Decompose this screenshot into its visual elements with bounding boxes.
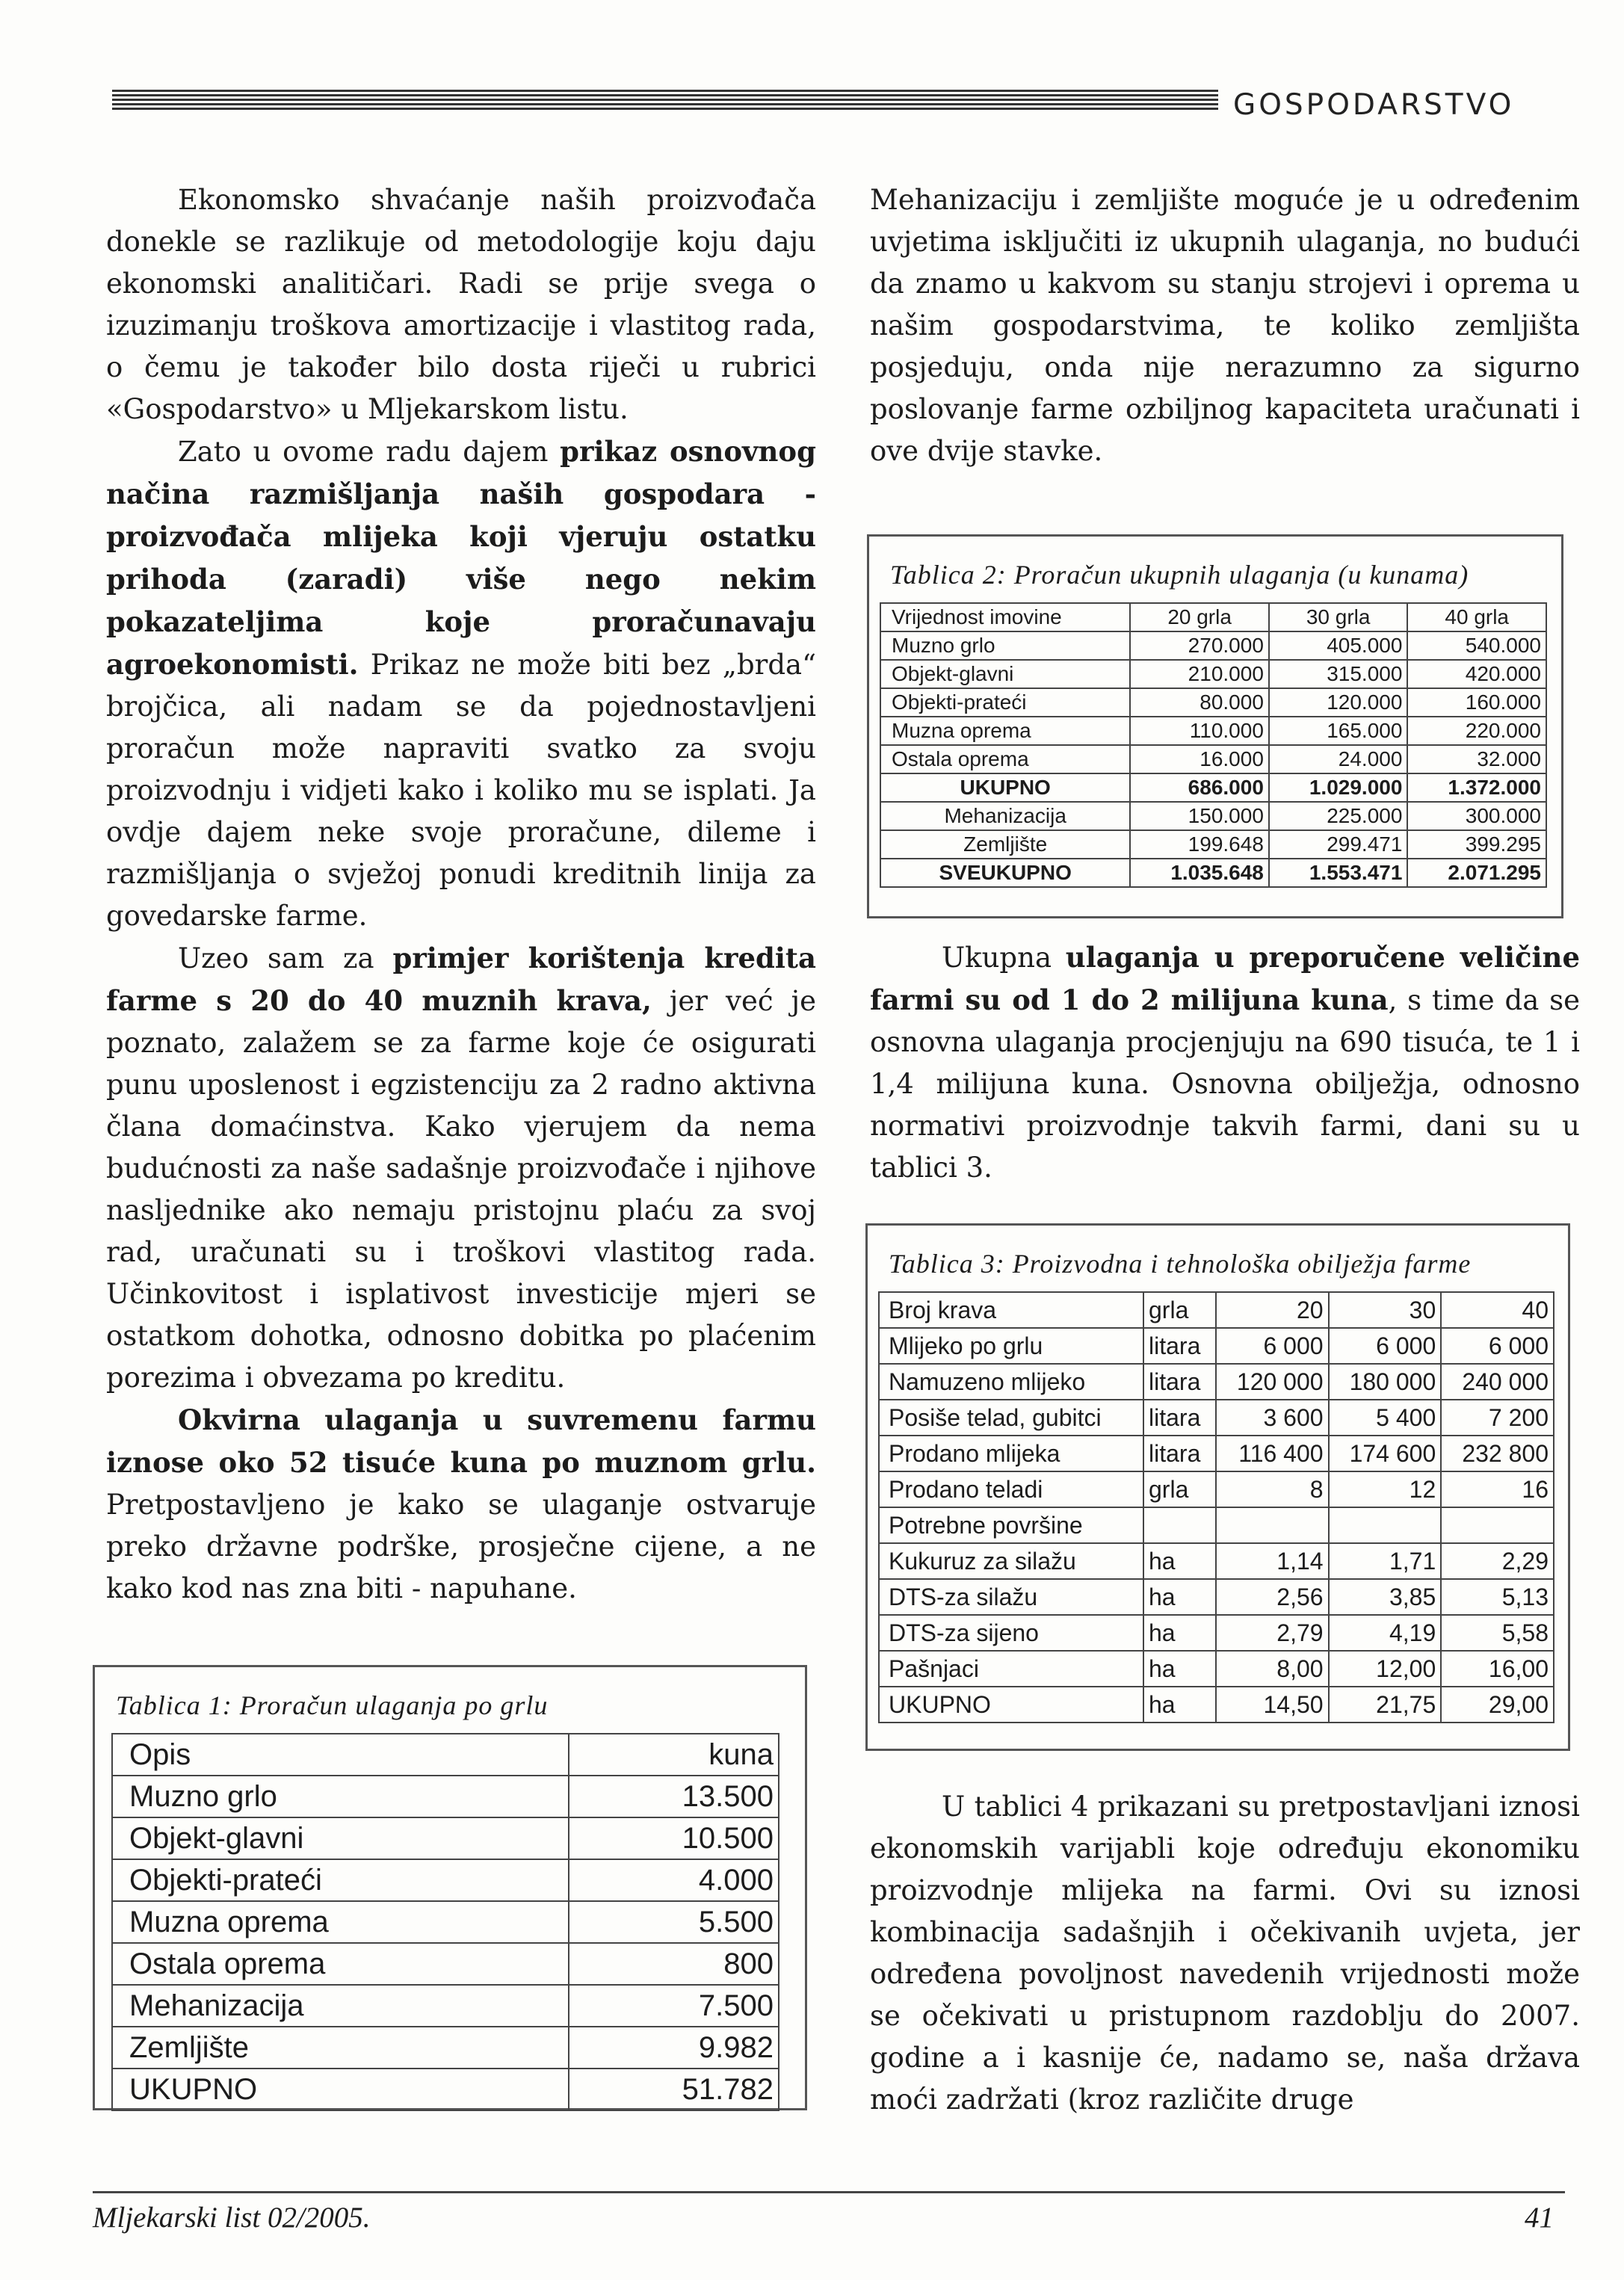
table-cell: grla — [1143, 1471, 1216, 1507]
section-title: GOSPODARSTVO — [1233, 88, 1515, 122]
table-cell: 120 000 — [1216, 1364, 1329, 1400]
table-header-row — [880, 603, 1546, 631]
table-cell: 16,00 — [1441, 1651, 1554, 1687]
table-row — [112, 1985, 779, 2027]
table-cell: ha — [1143, 1615, 1216, 1651]
table-row — [879, 1651, 1554, 1687]
table-3-caption: Tablica 3: Proizvodna i tehnološka obilježja farme — [889, 1249, 1472, 1279]
footer-rule — [93, 2191, 1565, 2193]
table-cell: 2,56 — [1216, 1579, 1329, 1615]
table-cell: 8,00 — [1216, 1651, 1329, 1687]
table-cell: 1.029.000 — [1269, 773, 1408, 802]
table-row — [112, 1943, 779, 1985]
table-cell: Prodano teladi — [879, 1471, 1143, 1507]
table-cell: Mehanizacija — [880, 802, 1130, 830]
table-cell: ha — [1143, 1579, 1216, 1615]
right-column-bottom — [870, 1786, 1580, 2121]
right-column-mid — [870, 936, 1580, 1189]
table-total-row — [112, 2069, 779, 2110]
table-cell: 116 400 — [1216, 1436, 1329, 1471]
table-row — [880, 660, 1546, 688]
table-cell: 7 200 — [1441, 1400, 1554, 1436]
table-cell: 1.372.000 — [1407, 773, 1546, 802]
table-cell: 232 800 — [1441, 1436, 1554, 1471]
table-cell: Muzno grlo — [112, 1776, 569, 1817]
table-cell: 399.295 — [1407, 830, 1546, 859]
table-cell: Posiše telad, gubitci — [879, 1400, 1143, 1436]
table-row — [112, 1859, 779, 1901]
table-cell: Zemljište — [112, 2027, 569, 2069]
table-cell: 315.000 — [1269, 660, 1408, 688]
table-cell: 160.000 — [1407, 688, 1546, 717]
table-cell: 540.000 — [1407, 631, 1546, 660]
table-cell: Objekt-glavni — [880, 660, 1130, 688]
table-cell: UKUPNO — [879, 1687, 1143, 1723]
table-row — [112, 1776, 779, 1817]
table-cell: 4.000 — [569, 1859, 779, 1901]
table-header-row — [112, 1734, 779, 1776]
table-cell: 3 600 — [1216, 1400, 1329, 1436]
table-cell: 4,19 — [1329, 1615, 1442, 1651]
table-cell: 20 grla — [1130, 603, 1269, 631]
table-cell: 5 400 — [1329, 1400, 1442, 1436]
table-cell: 240 000 — [1441, 1364, 1554, 1400]
table-subheader-row — [879, 1507, 1554, 1543]
table-1-box — [93, 1665, 807, 2110]
table-cell: Ostala oprema — [880, 745, 1130, 773]
table-cell: ha — [1143, 1543, 1216, 1579]
table-cell — [1329, 1507, 1442, 1543]
table-row — [880, 631, 1546, 660]
table-row — [879, 1471, 1554, 1507]
table-cell: 174 600 — [1329, 1436, 1442, 1471]
table-3 — [878, 1291, 1554, 1723]
table-row — [880, 830, 1546, 859]
table-row — [879, 1436, 1554, 1471]
table-cell: Pašnjaci — [879, 1651, 1143, 1687]
table-cell: Ostala oprema — [112, 1943, 569, 1985]
table-cell: 1.553.471 — [1269, 859, 1408, 887]
table-cell: 13.500 — [569, 1776, 779, 1817]
table-cell: Objekti-prateći — [112, 1859, 569, 1901]
table-cell: litara — [1143, 1364, 1216, 1400]
header-rule — [112, 90, 1218, 112]
table-grand-total-row — [880, 859, 1546, 887]
table-row — [879, 1615, 1554, 1651]
table-cell: ha — [1143, 1687, 1216, 1723]
journal-name: Mljekarski list 02/2005. — [93, 2202, 371, 2234]
table-cell: Namuzeno mlijeko — [879, 1364, 1143, 1400]
table-cell: 16.000 — [1130, 745, 1269, 773]
paragraph: Ukupna ulaganja u preporučene veličine farmi su od 1 do 2 milijuna kuna, s time da se osnovna ulaganja procjenjuju na 690 tisuća, te 1 i 1,4 milijuna kuna. Osnovna obilježja, odnosno normativi proizvodnje takvih farmi, dani su u tablici 3. — [870, 941, 1580, 1184]
table-cell: SVEUKUPNO — [880, 859, 1130, 887]
table-cell: 120.000 — [1269, 688, 1408, 717]
table-cell — [1441, 1507, 1554, 1543]
table-total-row — [879, 1687, 1554, 1723]
table-cell: Muzna oprema — [880, 717, 1130, 745]
right-column-top — [870, 179, 1580, 472]
left-column — [106, 179, 816, 1610]
table-cell: Muzna oprema — [112, 1901, 569, 1943]
table-cell: 225.000 — [1269, 802, 1408, 830]
table-cell: DTS-za silažu — [879, 1579, 1143, 1615]
table-cell: 165.000 — [1269, 717, 1408, 745]
paragraph: Okvirna ulaganja u suvremenu farmu iznose oko 52 tisuće kuna po muznom grlu. Pretpostavljeno je kako se ulaganje ostvaruje preko državne podrške, prosječne cijene, a ne kako kod nas zna biti - napuhane. — [106, 1403, 816, 1604]
table-cell: 405.000 — [1269, 631, 1408, 660]
table-cell: Muzno grlo — [880, 631, 1130, 660]
table-cell: litara — [1143, 1328, 1216, 1364]
table-cell: 12,00 — [1329, 1651, 1442, 1687]
table-cell: 180 000 — [1329, 1364, 1442, 1400]
table-cell: Mlijeko po grlu — [879, 1328, 1143, 1364]
table-row — [112, 2027, 779, 2069]
table-cell: 10.500 — [569, 1817, 779, 1859]
table-cell: 21,75 — [1329, 1687, 1442, 1723]
table-cell: 1.035.648 — [1130, 859, 1269, 887]
table-cell: 2,79 — [1216, 1615, 1329, 1651]
table-cell: 270.000 — [1130, 631, 1269, 660]
table-2 — [880, 602, 1547, 888]
table-cell: 210.000 — [1130, 660, 1269, 688]
paragraph: Ekonomsko shvaćanje naših proizvođača donekle se razlikuje od metodologije koju daju ekonomski analitičari. Radi se prije svega o izuzimanju troškova amortizacije i vlastitog rada, o čemu je također bilo dosta riječi u rubrici «Gospodarstvo» u Mljekarskom listu. — [106, 184, 816, 425]
table-row — [880, 745, 1546, 773]
table-cell: UKUPNO — [880, 773, 1130, 802]
page-number: 41 — [1525, 2202, 1554, 2234]
table-cell: 1,71 — [1329, 1543, 1442, 1579]
table-total-row — [880, 773, 1546, 802]
table-cell: UKUPNO — [112, 2069, 569, 2110]
table-row — [879, 1364, 1554, 1400]
table-cell: 40 grla — [1407, 603, 1546, 631]
table-row — [879, 1292, 1554, 1328]
table-cell: 30 — [1329, 1292, 1442, 1328]
table-cell: DTS-za sijeno — [879, 1615, 1143, 1651]
table-cell: 12 — [1329, 1471, 1442, 1507]
table-cell: Mehanizacija — [112, 1985, 569, 2027]
table-2-caption: Tablica 2: Proračun ukupnih ulaganja (u kunama) — [890, 560, 1469, 590]
table-cell: 300.000 — [1407, 802, 1546, 830]
table-cell: 8 — [1216, 1471, 1329, 1507]
table-cell: 2.071.295 — [1407, 859, 1546, 887]
table-cell: Broj krava — [879, 1292, 1143, 1328]
table-cell: 5.500 — [569, 1901, 779, 1943]
table-cell: 800 — [569, 1943, 779, 1985]
table-row — [879, 1400, 1554, 1436]
table-cell: 199.648 — [1130, 830, 1269, 859]
table-row — [112, 1817, 779, 1859]
table-cell — [1143, 1507, 1216, 1543]
table-cell: 686.000 — [1130, 773, 1269, 802]
paragraph: Zato u ovome radu dajem prikaz osnovnog načina razmišljanja naših gospodara - proizvođača mlijeka koji vjeruju ostatku prihoda (zaradi) više nego nekim pokazateljima koje proračunavaju agroekonomisti. Prikaz ne može biti bez „brda“ brojčica, ali nadam se da pojednostavljeni proračun može napraviti svatko za svoju proizvodnju i vidjeti kako i koliko mu se isplati. Ja ovdje dajem neke svoje proračune, dileme i razmišljanja o svježoj ponudi kreditnih linija za govedarske farme. — [106, 435, 816, 932]
table-cell: 14,50 — [1216, 1687, 1329, 1723]
table-cell: 150.000 — [1130, 802, 1269, 830]
table-cell — [1216, 1507, 1329, 1543]
table-cell: 5,58 — [1441, 1615, 1554, 1651]
table-cell: 30 grla — [1269, 603, 1408, 631]
table-cell: Vrijednost imovine — [880, 603, 1130, 631]
table-cell: Potrebne površine — [879, 1507, 1143, 1543]
table-cell: 80.000 — [1130, 688, 1269, 717]
table-cell: 20 — [1216, 1292, 1329, 1328]
table-cell: 6 000 — [1329, 1328, 1442, 1364]
table-cell: 29,00 — [1441, 1687, 1554, 1723]
table-3-box — [865, 1223, 1570, 1751]
table-row — [879, 1543, 1554, 1579]
table-cell: Objekt-glavni — [112, 1817, 569, 1859]
table-cell: 6 000 — [1216, 1328, 1329, 1364]
header-cell: Opis — [112, 1734, 569, 1776]
table-row — [112, 1901, 779, 1943]
table-cell: 16 — [1441, 1471, 1554, 1507]
table-cell: 2,29 — [1441, 1543, 1554, 1579]
table-row — [879, 1328, 1554, 1364]
table-cell: 3,85 — [1329, 1579, 1442, 1615]
table-cell: 299.471 — [1269, 830, 1408, 859]
paragraph: U tablici 4 prikazani su pretpostavljani iznosi ekonomskih varijabli koje određuju ekonomiku proizvodnje mlijeka na farmi. Ovi su iznosi kombinacija sadašnjih i očekivanih uvjeta, jer određena povoljnost navedenih vrijednosti može se očekivati u pristupnom razdoblju do 2007. godine a i kasnije će, nadamo se, naša država moći zadržati (kroz različite druge — [870, 1791, 1580, 2116]
header-cell: kuna — [569, 1734, 779, 1776]
table-cell: 7.500 — [569, 1985, 779, 2027]
table-cell: litara — [1143, 1436, 1216, 1471]
table-cell: 420.000 — [1407, 660, 1546, 688]
paragraph: Uzeo sam za primjer korištenja kredita farme s 20 do 40 muznih krava, jer već je poznato, zalažem se za farme koje će osigurati punu uposlenost i egzistenciju za 2 radno aktivna člana domaćinstva. Kako vjerujem da nema budućnosti za naše sadašnje proizvođače i njihove nasljednike ako nemaju pristojnu plaću za svoj rad, uračunati su i troškovi vlastitog rada. Učinkovitost i isplativost investicije mjeri se ostatkom dohotka, odnosno dobitka po plaćenim porezima i obvezama po kreditu. — [106, 942, 816, 1394]
table-row — [880, 688, 1546, 717]
table-cell: 1,14 — [1216, 1543, 1329, 1579]
table-row — [879, 1579, 1554, 1615]
table-1-caption: Tablica 1: Proračun ulaganja po grlu — [116, 1690, 549, 1720]
table-cell: 5,13 — [1441, 1579, 1554, 1615]
table-cell: 32.000 — [1407, 745, 1546, 773]
table-cell: 51.782 — [569, 2069, 779, 2110]
table-cell: litara — [1143, 1400, 1216, 1436]
table-cell: 220.000 — [1407, 717, 1546, 745]
table-cell: 6 000 — [1441, 1328, 1554, 1364]
table-cell: ha — [1143, 1651, 1216, 1687]
table-row — [880, 717, 1546, 745]
table-cell: Zemljište — [880, 830, 1130, 859]
table-cell: Kukuruz za silažu — [879, 1543, 1143, 1579]
table-2-box — [867, 534, 1563, 918]
table-1 — [111, 1733, 779, 2111]
table-cell: 9.982 — [569, 2027, 779, 2069]
table-cell: 24.000 — [1269, 745, 1408, 773]
table-row — [880, 802, 1546, 830]
table-cell: 110.000 — [1130, 717, 1269, 745]
paragraph: Mehanizaciju i zemljište moguće je u određenim uvjetima isključiti iz ukupnih ulaganja, no budući da znamo u kakvom su stanju strojevi i oprema u našim gospodarstvima, te koliko zemljišta posjeduju, onda nije nerazumno za sigurno poslovanje farme ozbiljnog kapaciteta uračunati i ove dvije stavke. — [870, 184, 1580, 467]
table-cell: grla — [1143, 1292, 1216, 1328]
table-cell: Prodano mlijeka — [879, 1436, 1143, 1471]
table-cell: Objekti-prateći — [880, 688, 1130, 717]
table-cell: 40 — [1441, 1292, 1554, 1328]
